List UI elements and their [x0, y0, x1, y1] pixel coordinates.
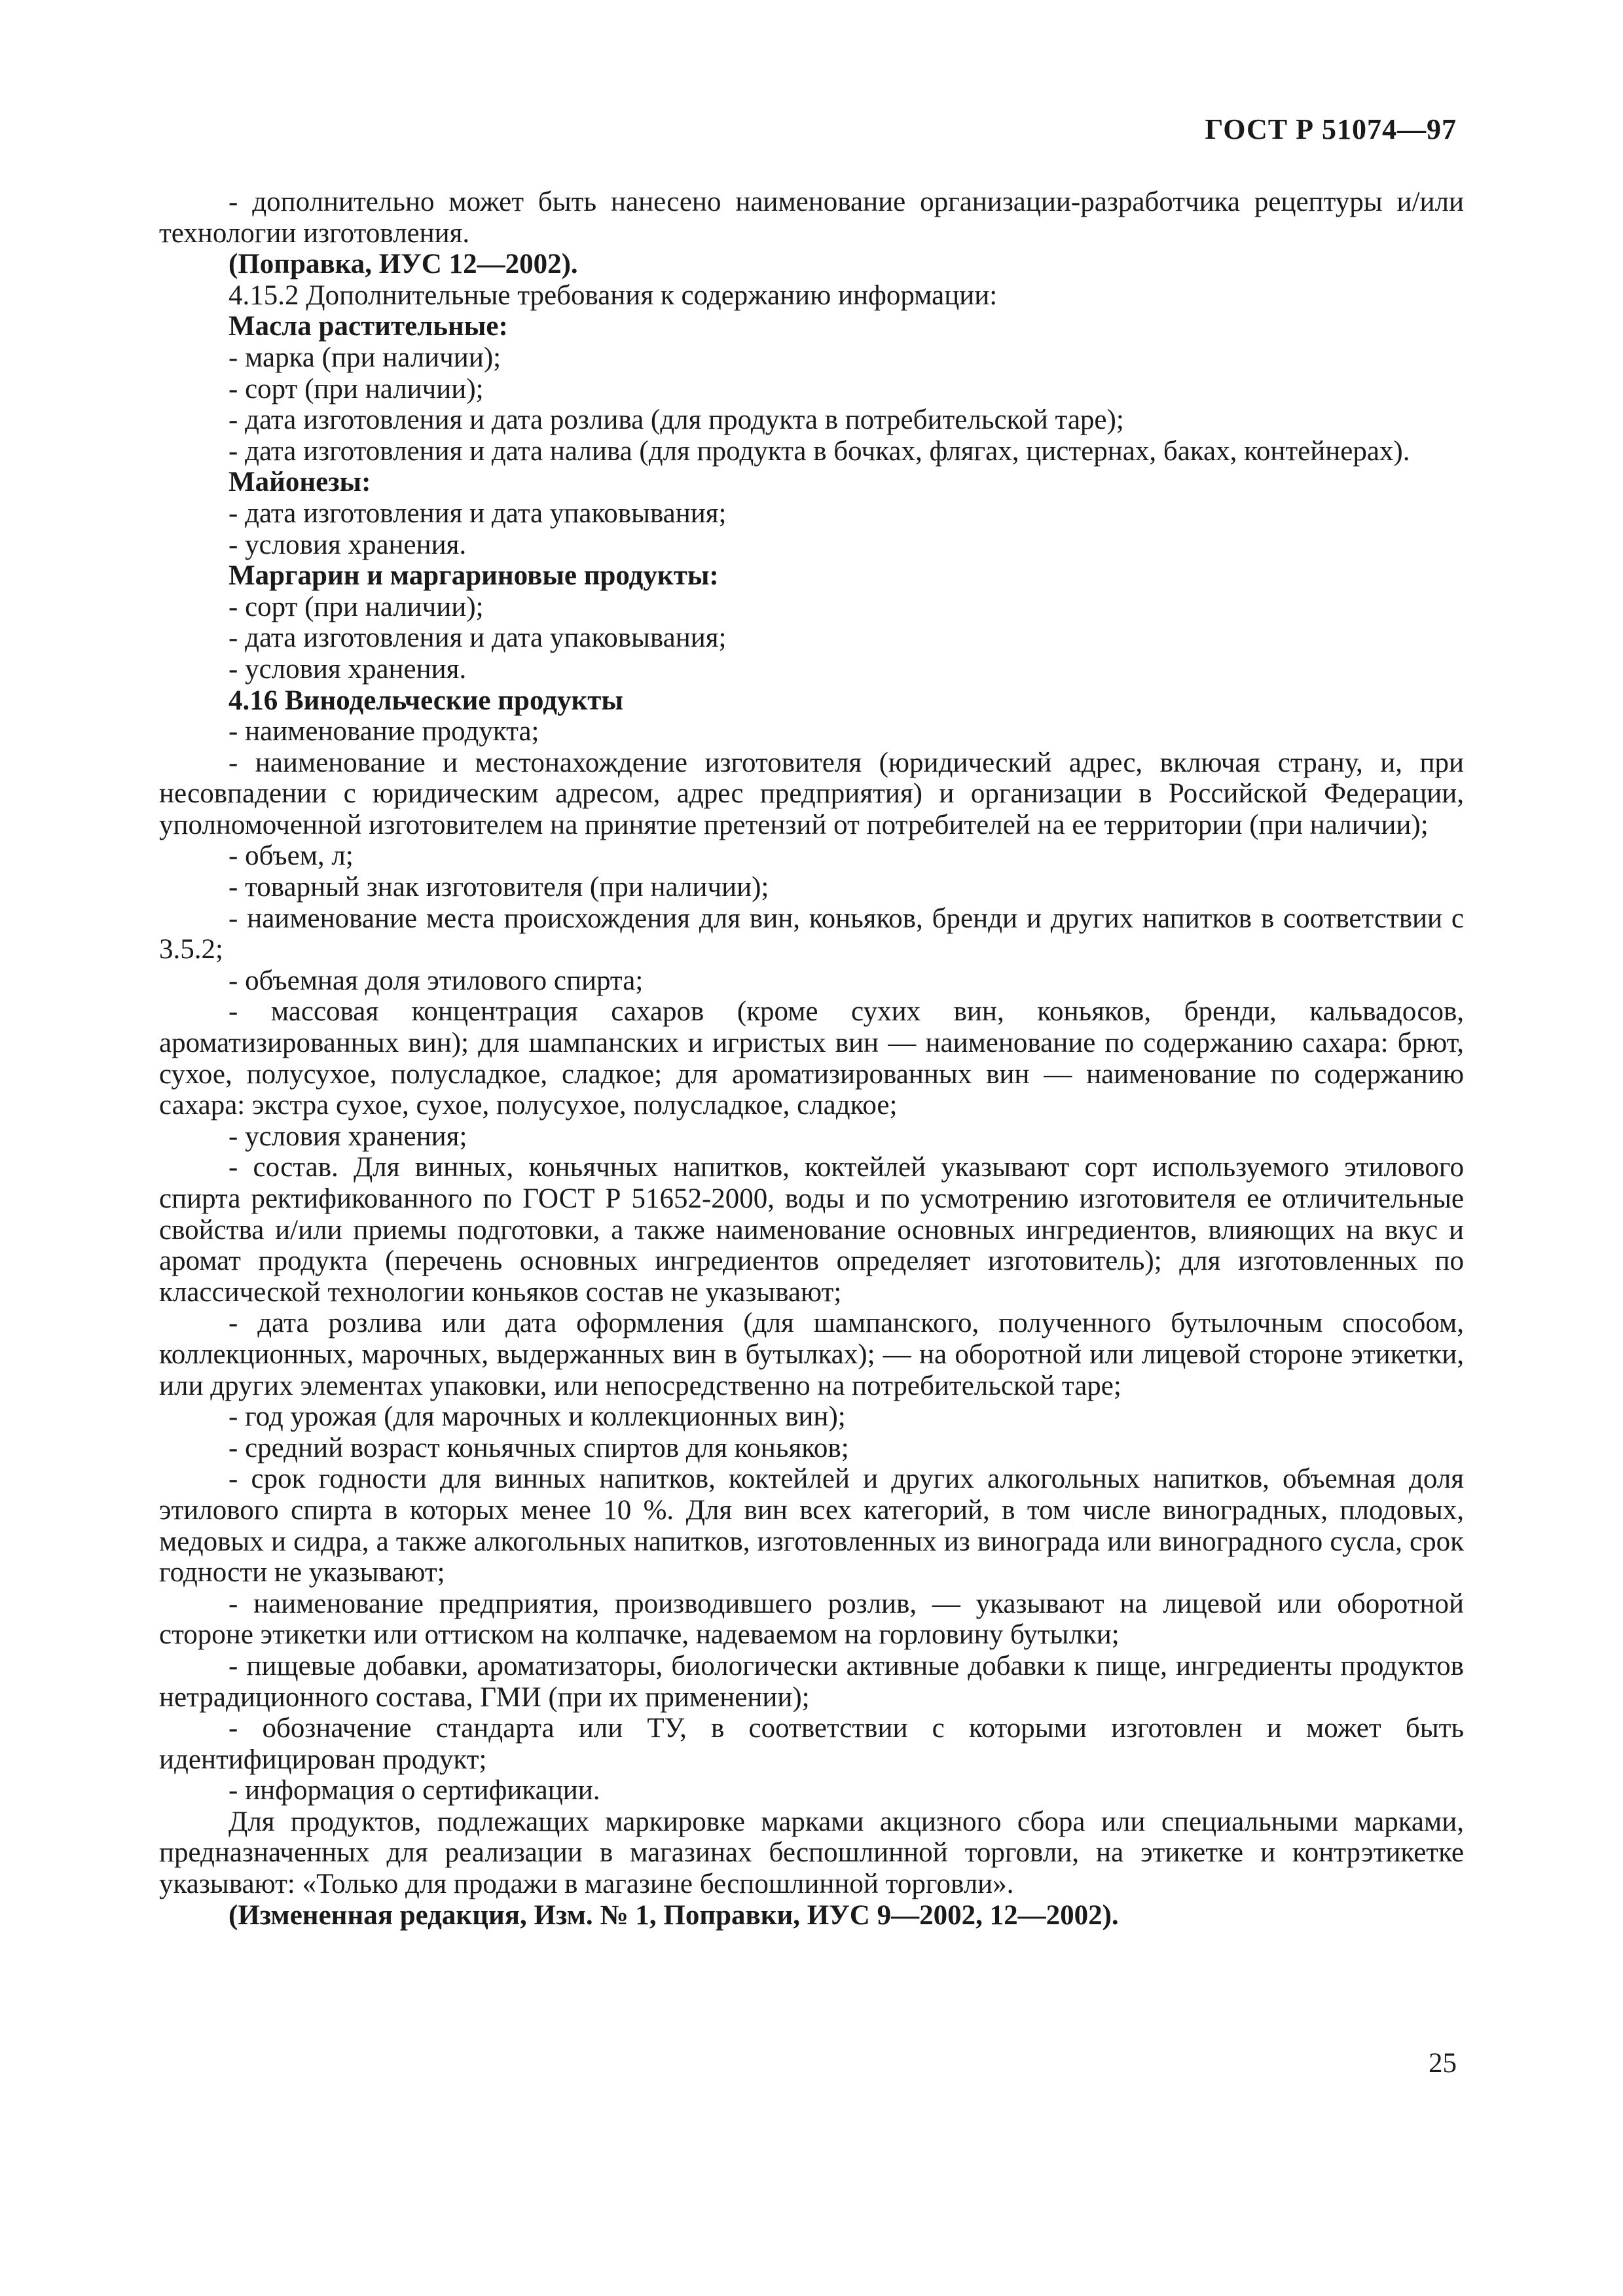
amendment-note: (Измененная редакция, Изм. № 1, Поправки, ИУС 9—2002, 12—2002).	[228, 1899, 1119, 1931]
category-heading: Майонезы:	[228, 467, 371, 498]
list-item: - массовая концентрация сахаров (кроме сухих вин, коньяков, бренди, кальвадосов, ароматизированных вин); для шампанских и игристых вин — наименование по содержанию сахара: брют, сухое, полусухое, полусладкое, сладкое; для ароматизированных вин — наименование по содержанию сахара: экстра сухое, сухое, полусухое, полусладкое, сладкое;	[159, 996, 1464, 1121]
subsection-heading: 4.15.2 Дополнительные требования к содержанию информации:	[228, 279, 998, 311]
list-item: - срок годности для винных напитков, коктейлей и других алкогольных напитков, объемная доля этилового спирта в которых менее 10 %. Для вин всех категорий, в том числе виноградных, плодовых, медовых и сидра, а также алкогольных напитков, изготовленных из винограда или виноградного сусла, срок годности не указывают;	[159, 1463, 1464, 1588]
list-item: - дата розлива или дата оформления (для шампанского, полученного бутылочным способом, коллекционных, марочных, выдержанных вин в бутылках); — на оборотной или лицевой стороне этикетки, или других элементах упаковки, или непосредственно на потребительской таре;	[159, 1308, 1464, 1401]
category-heading: Маргарин и маргариновые продукты:	[228, 560, 719, 592]
list-item: - объем, л;	[228, 840, 354, 872]
page-number: 25	[1429, 2048, 1457, 2079]
list-item: - дата изготовления и дата упаковывания;	[228, 622, 727, 654]
list-item: - состав. Для винных, коньячных напитков, коктейлей указывают сорт используемого этилового спирта ректификованного по ГОСТ Р 51652-2000, воды и по усмотрению изготовителя ее отличительные свойства и/или приемы подготовки, а также наименование основных ингредиентов, влияющих на вкус и аромат продукта (перечень основных ингредиентов определяет изготовитель); для изготовленных по классической технологии коньяков состав не указывают;	[159, 1152, 1464, 1308]
list-item: - средний возраст коньячных спиртов для коньяков;	[228, 1432, 849, 1463]
amendment-note: (Поправка, ИУС 12—2002).	[228, 249, 578, 280]
list-item: - дата изготовления и дата налива (для продукта в бочках, флягах, цистернах, баках, контейнерах).	[228, 435, 1410, 467]
list-item: - дата изготовления и дата розлива (для продукта в потребительской таре);	[228, 404, 1124, 436]
list-item: - год урожая (для марочных и коллекционных вин);	[228, 1401, 846, 1433]
list-item: - информация о сертификации.	[228, 1775, 600, 1806]
paragraph: - дополнительно может быть нанесено наименование организации-разработчика рецептуры и/или технологии изготовления.	[159, 187, 1464, 249]
category-heading: Масла растительные:	[228, 311, 508, 342]
list-item: - сорт (при наличии);	[228, 373, 484, 404]
list-item: - пищевые добавки, ароматизаторы, биологически активные добавки к пище, ингредиенты продуктов нетрадиционного состава, ГМИ (при их применении);	[159, 1650, 1464, 1713]
list-item: - наименование продукта;	[228, 716, 539, 747]
list-item: - обозначение стандарта или ТУ, в соответствии с которыми изготовлен и может быть идентифицирован продукт;	[159, 1713, 1464, 1775]
list-item: - наименование и местонахождение изготовителя (юридический адрес, включая страну, и, при несовпадении с юридическим адресом, адрес предприятия) и организации в Российской Федерации, уполномоченной изготовителем на принятие претензий от потребителей на ее территории (при наличии);	[159, 747, 1464, 840]
section-heading: 4.16 Винодельческие продукты	[228, 685, 623, 716]
list-item: - сорт (при наличии);	[228, 591, 484, 622]
list-item: - дата изготовления и дата упаковывания;	[228, 497, 727, 529]
list-item: - объемная доля этилового спирта;	[228, 965, 644, 996]
list-item: - товарный знак изготовителя (при наличии);	[228, 872, 769, 903]
document-header: ГОСТ Р 51074—97	[1205, 113, 1457, 145]
document-body	[159, 187, 1464, 1931]
list-item: - условия хранения;	[228, 1121, 467, 1152]
list-item: - наименование предприятия, производившего розлив, — указывают на лицевой или оборотной стороне этикетки или оттиском на колпачке, надеваемом на горловину бутылки;	[159, 1588, 1464, 1651]
paragraph: Для продуктов, подлежащих маркировке марками акцизного сбора или специальными марками, предназначенных для реализации в магазинах беспошлинной торговли, на этикетке и контрэтикетке указывают: «Только для продажи в магазине беспошлинной торговли».	[159, 1806, 1464, 1900]
list-item: - наименование места происхождения для вин, коньяков, бренди и других напитков в соответствии с 3.5.2;	[159, 903, 1464, 965]
list-item: - условия хранения.	[228, 653, 467, 685]
list-item: - условия хранения.	[228, 529, 467, 560]
list-item: - марка (при наличии);	[228, 342, 501, 373]
